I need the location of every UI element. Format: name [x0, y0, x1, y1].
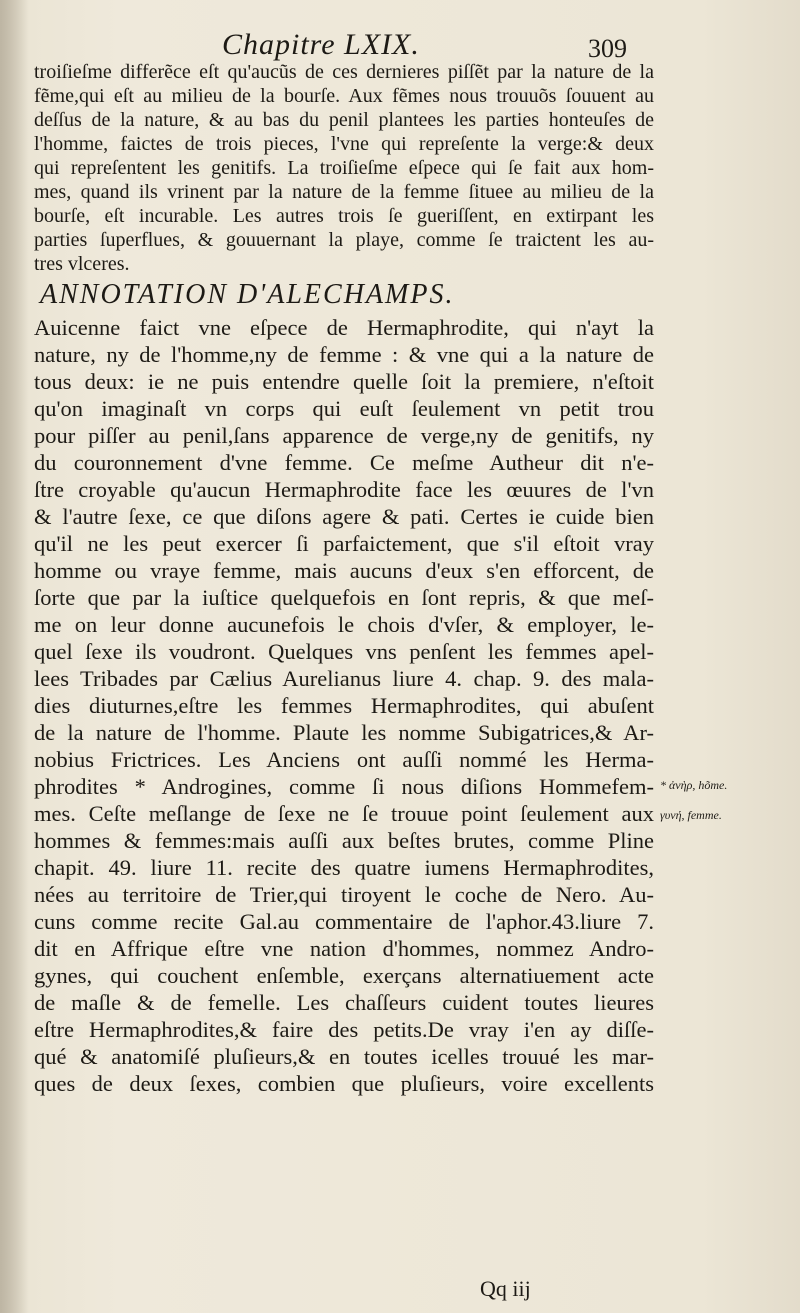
text-line: hommes & femmes:mais auſſi aux beſtes brutes, comme Pline [34, 828, 654, 853]
text-line: nobius Frictrices. Les Anciens ont auſſi nommé les Herma- [34, 747, 654, 772]
text-line: du couronnement d'vne femme. Ce meſme Autheur dit n'e- [34, 450, 654, 475]
text-line: nature, ny de l'homme,ny de femme : & vne qui a la nature de [34, 342, 654, 367]
text-line: fẽme,qui eſt au milieu de la bourſe. Aux fẽmes nous trouuõs ſouuent au [34, 85, 654, 107]
text-line: Auicenne faict vne eſpece de Hermaphrodite, qui n'ayt la [34, 315, 654, 340]
margin-notes [660, 770, 800, 830]
text-line: pour piſſer au penil,ſans apparence de verge,ny de genitifs, ny [34, 423, 654, 448]
text-line: qu'on imaginaſt vn corps qui euſt ſeulement vn petit trou [34, 396, 654, 421]
margin-note: γυνή, femme. [660, 808, 722, 822]
text-line: ſorte que par la iuſtice quelquefois en ſont repris, & que meſ- [34, 585, 654, 610]
text-line: chapit. 49. liure 11. recite des quatre iumens Hermaphrodites, [34, 855, 654, 880]
text-line: de maſle & de femelle. Les chaſſeurs cuident toutes lieures [34, 990, 654, 1015]
text-line: tous deux: ie ne puis entendre quelle ſoit la premiere, n'eſtoit [34, 369, 654, 394]
binding-shadow [0, 0, 28, 1313]
text-line: mes. Ceſte meſlange de ſexe ne ſe trouue point ſeulement aux [34, 801, 654, 826]
text-line: tres vlceres. [34, 253, 130, 275]
text-line: quel ſexe ils voudront. Quelques vns penſent les femmes apel- [34, 639, 654, 664]
text-line: lees Tribades par Cælius Aurelianus liure 4. chap. 9. des mala- [34, 666, 654, 691]
text-line: troiſieſme differẽce eſt qu'aucũs de ces dernieres piſſẽt par la nature de la [34, 61, 654, 83]
text-line: eſtre Hermaphrodites,& faire des petits.De vray i'en ay diſſe- [34, 1017, 654, 1042]
page-number: 309 [588, 34, 627, 63]
text-line: dies diuturnes,eſtre les femmes Hermaphrodites, qui abuſent [34, 693, 654, 718]
text-line: me on leur donne aucunefois le chois d'vſer, & employer, le- [34, 612, 654, 637]
signature-mark: Qq iij [480, 1276, 531, 1301]
text-line: ques de deux ſexes, combien que pluſieurs, voire excellents [34, 1071, 654, 1096]
text-line: dit en Affrique eſtre vne nation d'hommes, nommez Andro- [34, 936, 654, 961]
text-line: bourſe, eſt incurable. Les autres trois ſe gueriſſent, en extirpant les [34, 205, 654, 227]
text-line: & l'autre ſexe, ce que diſons agere & pati. Certes ie cuide bien [34, 504, 654, 529]
text-line: parties ſuperflues, & gouuernant la playe, comme ſe traictent les au- [34, 229, 654, 251]
paragraph-annotation [34, 314, 654, 1097]
text-line: mes, quand ils vrinent par la nature de la femme ſituee au milieu de la [34, 181, 654, 203]
text-line: deſſus de la nature, & au bas du penil plantees les parties honteuſes de [34, 109, 654, 131]
text-line: ſtre croyable qu'aucun Hermaphrodite face les œuures de l'vn [34, 477, 654, 502]
text-line: de la nature de l'homme. Plaute les nomme Subigatrices,& Ar- [34, 720, 654, 745]
paragraph-small [34, 60, 654, 276]
text-line: l'homme, faictes de trois pieces, l'vne qui repreſente la verge:& deux [34, 133, 654, 155]
text-line: phrodites * Androgines, comme ſi nous diſions Hommefem- [34, 774, 654, 799]
running-title: Chapitre LXIX. [222, 28, 420, 61]
text-line: cuns comme recite Gal.au commentaire de l'aphor.43.liure 7. [34, 909, 654, 934]
text-line: homme ou vraye femme, mais aucuns d'eux s'en efforcent, de [34, 558, 654, 583]
margin-note: * ἀνὴρ, hõme. [660, 778, 728, 792]
text-line: gynes, qui couchent enſemble, exerçans alternatiuement acte [34, 963, 654, 988]
text-line: qu'il ne les peut exercer ſi parfaictement, que s'il eſtoit vray [34, 531, 654, 556]
text-line: qui repreſentent les genitifs. La troiſieſme eſpece qui ſe fait aux hom- [34, 157, 654, 179]
annotation-heading: ANNOTATION D'ALECHAMPS. [40, 279, 455, 310]
text-line: qué & anatomiſé pluſieurs,& en toutes icelles trouué les mar- [34, 1044, 654, 1069]
text-line: nées au territoire de Trier,qui tiroyent le coche de Nero. Au- [34, 882, 654, 907]
body-text [34, 60, 654, 1097]
